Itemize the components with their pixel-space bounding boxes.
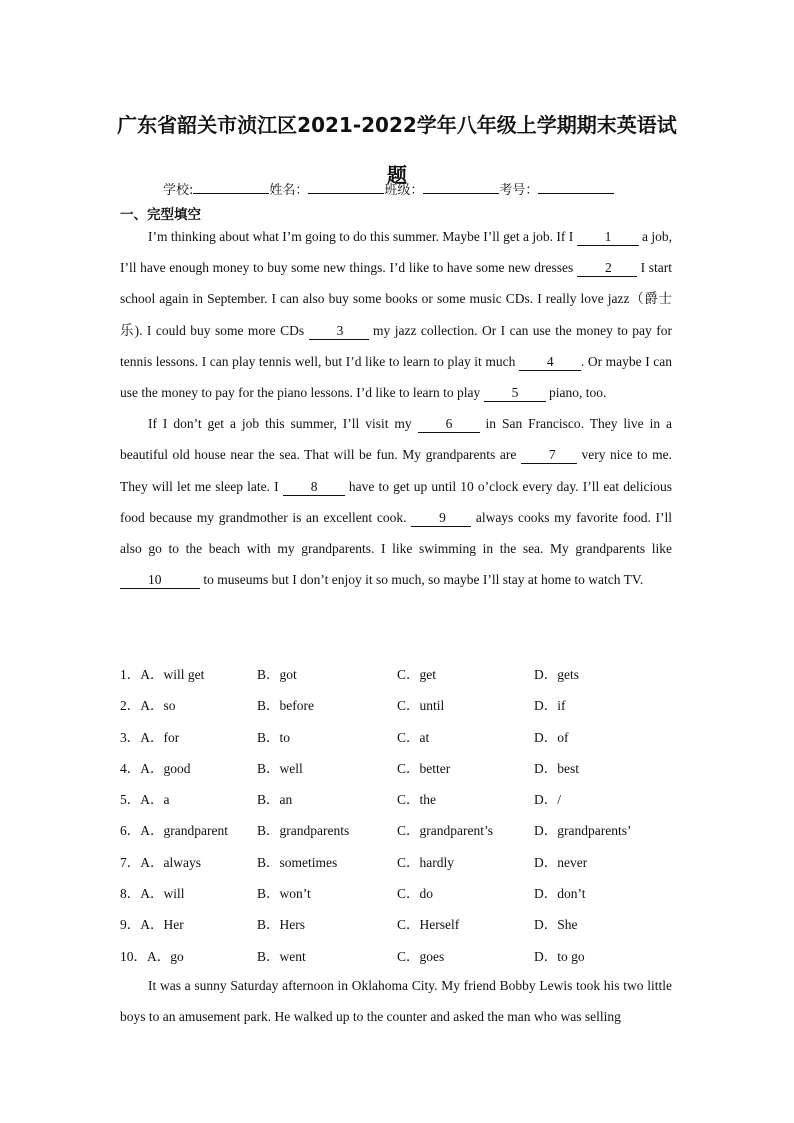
reading-passage <box>120 970 672 1032</box>
option-c[interactable]: C．do <box>397 886 434 902</box>
option-b[interactable]: B．won’t <box>257 886 311 902</box>
option-b[interactable]: B．got <box>257 667 297 682</box>
blank-1: 1 <box>577 229 639 246</box>
option-c[interactable]: C．until <box>397 698 445 714</box>
blank-6: 6 <box>418 416 480 433</box>
option-d[interactable]: D．She <box>534 917 578 933</box>
passage-text: always cooks my favorite food. I’ll also go to the beach with my grandparents. I like swimming in the sea. My grandparents like <box>120 509 673 557</box>
option-b[interactable]: B．to <box>257 729 291 745</box>
blank-4: 4 <box>519 354 581 371</box>
option-d[interactable]: D．gets <box>534 667 579 682</box>
blank-3: 3 <box>309 323 369 340</box>
section-heading: 一、完型填空 <box>120 207 201 223</box>
passage-text: I’m thinking about what I’m going to do this summer. Maybe I’ll get a job. If I <box>148 229 577 244</box>
option-d[interactable]: D．if <box>534 698 566 714</box>
option-a[interactable]: 3．A．for <box>120 729 180 745</box>
number-blank[interactable] <box>538 181 614 194</box>
option-b[interactable]: B．grandparents <box>257 823 350 839</box>
option-a[interactable]: 4．A．good <box>120 760 191 776</box>
option-c[interactable]: C．goes <box>397 948 445 964</box>
option-b[interactable]: B．well <box>257 760 303 776</box>
option-a[interactable]: 7．A．always <box>120 854 201 870</box>
option-b[interactable]: B．sometimes <box>257 854 338 870</box>
option-c[interactable]: C．better <box>397 760 451 776</box>
option-a[interactable]: 10．A．go <box>120 948 184 964</box>
option-b[interactable]: B．Hers <box>257 917 305 933</box>
option-d[interactable]: D．best <box>534 760 579 776</box>
option-d[interactable]: D．of <box>534 729 569 745</box>
passage-text: my jazz collection. Or I can use the money to pay for tennis lessons. I can play tennis well, but I’d like to learn to play it much <box>120 322 672 369</box>
passage-paragraph-2 <box>120 408 672 595</box>
blank-5: 5 <box>484 385 546 402</box>
option-b[interactable]: B．before <box>257 698 314 714</box>
name-label: 姓名： <box>269 183 309 198</box>
option-a[interactable]: 8．A．will <box>120 886 185 902</box>
passage-text: piano, too. <box>545 385 607 401</box>
passage-text: a job, I’ll have enough money to buy some new things. I’d like to have some new dresses <box>120 229 672 276</box>
option-a[interactable]: 9．A．Her <box>120 917 184 933</box>
blank-2: 2 <box>577 260 637 277</box>
option-d[interactable]: D．to go <box>534 948 585 964</box>
reading-paragraph-1: It was a sunny Saturday afternoon in Oklahoma City. My friend Bobby Lewis took his two little boys to an amusement park. He walked up to the counter and asked the man who was selling <box>120 978 672 1025</box>
title-line-2: 题 <box>387 163 407 187</box>
option-d[interactable]: D．never <box>534 854 588 870</box>
passage-text: in San Francisco. They live in a beautiful old house near the sea. That will be fun. My grandparents are <box>120 416 672 463</box>
question-row <box>120 909 680 940</box>
question-row <box>120 847 680 878</box>
option-b[interactable]: B．an <box>257 792 293 808</box>
title-line-1: 广东省韶关市浈江区2021-2022学年八年级上学期期末英语试 <box>117 113 677 137</box>
answer-options <box>120 659 680 972</box>
question-row <box>120 784 680 815</box>
blank-10: 10 <box>120 572 200 589</box>
student-info-line <box>163 179 614 198</box>
option-c[interactable]: C．at <box>397 729 430 745</box>
option-a[interactable]: 5．A．a <box>120 792 170 808</box>
passage-text: . Or maybe I can use the money to pay for the piano lessons. I’d like to learn to play <box>120 353 672 401</box>
option-c[interactable]: C．hardly <box>397 854 454 870</box>
class-blank[interactable] <box>423 181 499 194</box>
question-row <box>120 753 680 784</box>
question-row <box>120 878 680 909</box>
passage-text: If I don’t get a job this summer, I’ll visit my <box>148 416 418 432</box>
number-label: 考号： <box>499 183 539 198</box>
blank-9: 9 <box>411 510 471 527</box>
option-a[interactable]: 2．A．so <box>120 698 176 714</box>
option-a[interactable]: 6．A．grandparent <box>120 823 228 839</box>
passage-text: have to get up until 10 o’clock every day. I’ll eat delicious food because my grandmother is an excellent cook. <box>120 478 672 525</box>
option-c[interactable]: C．Herself <box>397 917 460 933</box>
option-b[interactable]: B．went <box>257 948 306 964</box>
name-blank[interactable] <box>308 181 384 194</box>
school-label: 学校: <box>163 183 194 198</box>
class-label: 班级： <box>384 183 424 198</box>
option-d[interactable]: D．/ <box>534 792 561 808</box>
option-c[interactable]: C．the <box>397 792 436 808</box>
passage-text: very nice to me. They will let me sleep late. I <box>120 447 672 494</box>
option-d[interactable]: D．grandparents’ <box>534 823 632 839</box>
passage-paragraph-1 <box>120 221 672 408</box>
option-d[interactable]: D．don’t <box>534 886 586 902</box>
question-row <box>120 815 680 846</box>
blank-8: 8 <box>283 479 345 496</box>
option-c[interactable]: C．get <box>397 667 436 682</box>
passage-text: I start school again in September. I can also buy some books or some music CDs. I really love jazz（爵士乐). I could buy some more CDs <box>120 260 672 338</box>
option-a[interactable]: 1．A．will get <box>120 667 205 682</box>
passage-text: to museums but I don’t enjoy it so much, so maybe I’ll stay at home to watch TV. <box>200 572 644 588</box>
option-c[interactable]: C．grandparent’s <box>397 823 493 839</box>
cloze-passage <box>120 221 672 595</box>
question-row <box>120 690 680 721</box>
question-row <box>120 722 680 753</box>
school-blank[interactable] <box>193 181 269 194</box>
blank-7: 7 <box>521 447 577 464</box>
question-row <box>120 659 680 690</box>
question-row <box>120 941 680 972</box>
